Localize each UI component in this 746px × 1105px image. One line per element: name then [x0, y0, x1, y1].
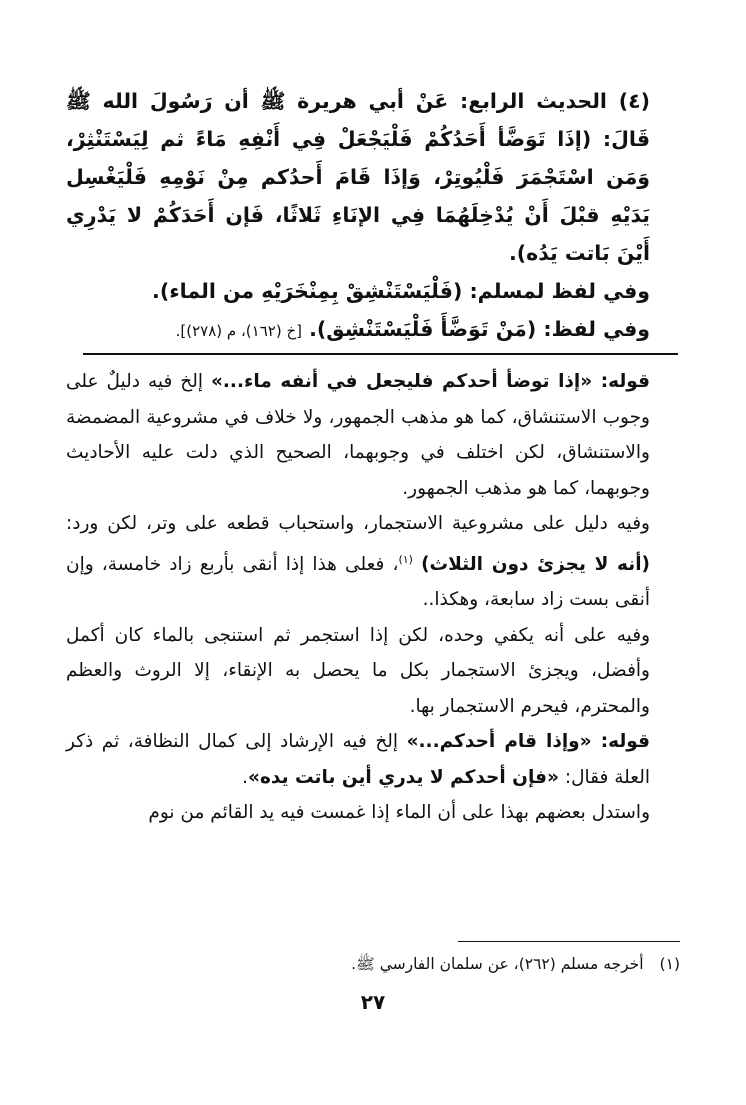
- commentary-p4-lead: قوله: «وإذا قام أحدكم...»: [406, 731, 650, 753]
- hadith-other-text: وفي لفظ: (مَنْ تَوَضَّأَ فَلْيَسْتَنْشِق).: [301, 317, 650, 341]
- footnote: [66, 950, 680, 978]
- commentary-paragraph-4: [66, 724, 680, 795]
- footnote-marker[interactable]: (١): [398, 552, 413, 566]
- footnote-divider: [458, 941, 680, 942]
- commentary-paragraph-3: وفيه على أنه يكفي وحده، لكن إذا استجمر ثم استنجى بالماء كان أكمل وأفضل، ويجزئ الاستجمار بكل ما يحصل به الإنقاء، إلا الروث والعظم والمحترم، فيحرم الاستجمار بها.: [66, 624, 650, 717]
- commentary-p4-bold: «فإن أحدكم لا يدري أين باتت يده»: [248, 766, 559, 788]
- commentary-p2-bold: (أنه لا يجزئ دون الثلاث): [421, 553, 650, 575]
- hadith-intro: (٤) الحديث الرابع: عَنْ أبي هريرة ﷺ أن رَسُولَ الله ﷺ قَالَ:: [66, 89, 650, 151]
- page-number: ٢٧: [360, 990, 386, 1014]
- hadith-muslim-variant: وفي لفظ لمسلم: (فَلْيَسْتَنْشِقْ بِمِنْخَرَيْهِ من الماء).: [152, 279, 650, 303]
- hadith-text-block: [66, 82, 680, 350]
- commentary-p1-lead: قوله: «إذا توضأ أحدكم فليجعل في أنفه ماء...»: [210, 371, 650, 392]
- hadith-main-paragraph: [66, 82, 680, 272]
- hadith-references: [خ (١٦٢)، م (٢٧٨)].: [175, 322, 302, 340]
- footnote-number: (١): [659, 955, 680, 973]
- commentary-paragraph-2: [66, 506, 680, 618]
- commentary-p4-middle: إلخ فيه الإرشاد إلى كمال النظافة، ثم ذكر العلة فقال:: [66, 731, 650, 788]
- commentary-paragraph-1: [66, 364, 680, 506]
- commentary-block: [66, 364, 680, 831]
- commentary-p2-rest: ، فعلى هذا إذا أنقى بأربع زاد خامسة، وإن أنقى بست زاد سابعة، وهكذا..: [66, 553, 650, 611]
- commentary-p4-end: .: [242, 766, 249, 788]
- commentary-p2-start: وفيه دليل على مشروعية الاستجمار، واستحباب قطعه على وتر، لكن ورد:: [66, 513, 650, 534]
- hadith-quote: (إذَا تَوَضَّأ أَحَدُكُمْ فَلْيَجْعَلْ فِي أَنْفِهِ مَاءً ثم لِيَسْتَنْثِرْ، وَمَن اسْتَجْمَرَ فَلْيُوتِرْ، وَإذَا قَامَ أَحدُكم مِنْ نَوْمِهِ فَلْيَغْسِل يَدَيْهِ قبْلَ أَنْ يُدْخِلَهُمَا فِي الإنَاءِ ثَلاثًا، فَإن أَحَدَكُمْ لا يَدْرِي أَيْنَ بَاتت يَدُه).: [66, 127, 650, 265]
- commentary-p1-rest: إلخ فيه دليلٌ على وجوب الاستنشاق، كما هو مذهب الجمهور، ولا خلاف في مشروعية المضمضة والاستنشاق، لكن اختلف في وجوبهما، الصحيح الذي دلت عليه الأحاديث وجوبهما، كما هو مذهب الجمهور.: [66, 371, 650, 499]
- hadith-other-variant: [66, 310, 680, 350]
- commentary-paragraph-5: واستدل بعضهم بهذا على أن الماء إذا غمست فيه يد القائم من نوم: [148, 802, 650, 824]
- section-divider: [83, 353, 678, 355]
- footnote-text: أخرجه مسلم (٢٦٢)، عن سلمان الفارسي ﷺ.: [351, 955, 644, 973]
